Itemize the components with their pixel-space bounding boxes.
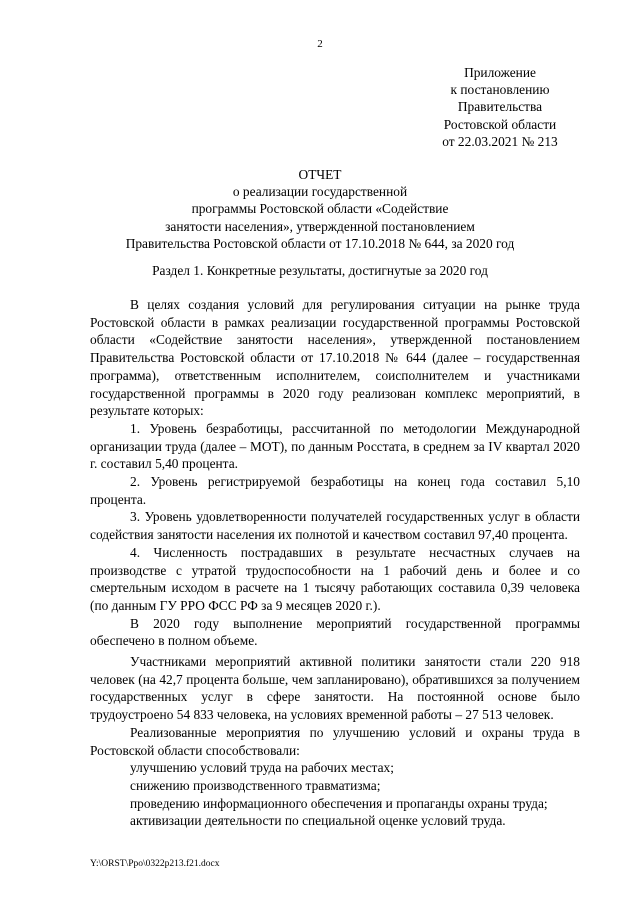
paragraph: В 2020 году выполнение мероприятий государственной программы обеспечено в полном объеме. bbox=[90, 615, 580, 649]
appendix-line: к постановлению bbox=[450, 82, 550, 98]
report-title-line: занятости населения», утвержденной постановлением bbox=[165, 218, 475, 234]
list-item: активизации деятельности по специальной оценке условий труда. bbox=[130, 813, 506, 829]
paragraph: 4. Численность пострадавших в результате несчастных случаев на производстве с утратой трудоспособности на 1 рабочий день и более и со смертельным исходом в расчете на 1 тысячу работающих составила 0,39 человека (по данным ГУ РРО ФСС РФ за 9 месяцев 2020 г.). bbox=[90, 544, 580, 613]
paragraph: В целях создания условий для регулирования ситуации на рынке труда Ростовской области в рамках реализации государственной программы Ростовской области «Содействие занятости населения», утвержденной постановлением Правительства Ростовской области от 17.10.2018 № 644 (далее – государственная программа), ответственным исполнителем, соисполнителем и участниками государственной программы в 2020 году реализован комплекс мероприятий, в результате которых: bbox=[90, 297, 580, 419]
appendix-line: Ростовской области bbox=[443, 116, 557, 132]
file-path-footer: Y:\ORST\Ppo\0322p213.f21.docx bbox=[90, 859, 220, 869]
appendix-block bbox=[430, 64, 570, 150]
list-item: снижению производственного травматизма; bbox=[130, 777, 381, 793]
paragraph: Реализованные мероприятия по улучшению условий и охраны труда в Ростовской области способствовали: bbox=[90, 724, 580, 758]
appendix-line: Приложение bbox=[464, 65, 536, 80]
report-body bbox=[90, 296, 580, 830]
section-title: Раздел 1. Конкретные результаты, достигнутые за 2020 год bbox=[152, 263, 488, 278]
report-heading: ОТЧЕТ bbox=[298, 167, 342, 182]
report-title-line: о реализации государственной bbox=[232, 184, 408, 200]
paragraph: Участниками мероприятий активной политики занятости стали 220 918 человек (на 42,7 процента больше, чем запланировано), обратившихся за получением государственных услуг в сфере занятости. На постоянной основе было трудоустроено 54 833 человека, на условиях временной работы – 27 513 человек. bbox=[90, 654, 580, 723]
list-item: проведению информационного обеспечения и пропаганды охраны труда; bbox=[130, 795, 548, 811]
paragraph: 2. Уровень регистрируемой безработицы на конец года составил 5,10 процента. bbox=[90, 474, 580, 507]
report-title-line: программы Ростовской области «Содействие bbox=[191, 201, 449, 217]
paragraph: 3. Уровень удовлетворенности получателей государственных услуг в области содействия занятости населения их полнотой и качеством составил 97,40 процента. bbox=[90, 509, 580, 543]
appendix-line: Правительства bbox=[457, 99, 543, 115]
paragraph: 1. Уровень безработицы, рассчитанной по методологии Международной организации труда (далее – МОТ), по данным Росстата, в среднем за IV квартал 2020 г. составил 5,40 процента. bbox=[90, 420, 580, 472]
appendix-line: от 22.03.2021 № 213 bbox=[442, 133, 558, 149]
list-item: улучшению условий труда на рабочих местах; bbox=[130, 760, 394, 776]
report-title bbox=[60, 166, 580, 252]
page-number: 2 bbox=[317, 38, 323, 50]
report-title-line: Правительства Ростовской области от 17.10.2018 № 644, за 2020 год bbox=[125, 235, 515, 251]
